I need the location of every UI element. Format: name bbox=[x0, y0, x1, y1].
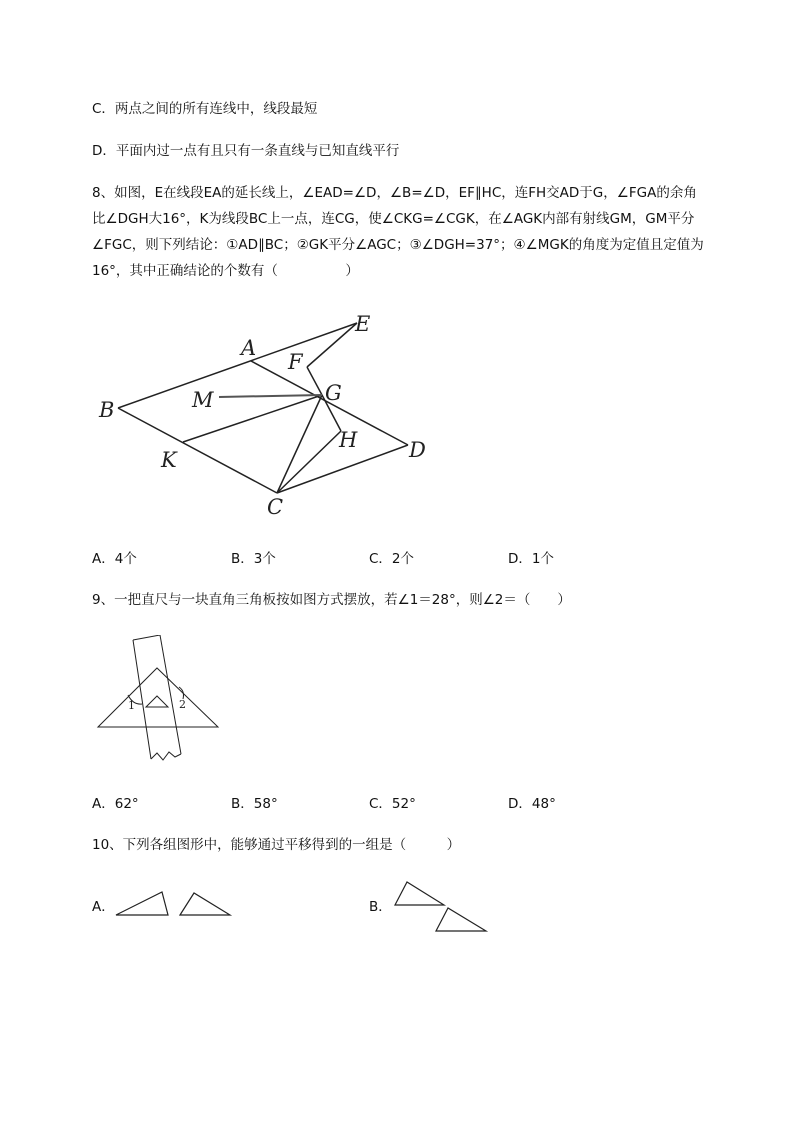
label-k: K bbox=[161, 448, 177, 472]
label-m: M bbox=[192, 388, 214, 412]
triangle-a1 bbox=[116, 892, 168, 915]
ruler-left-edge bbox=[133, 640, 151, 759]
q9-option-a: A．62° bbox=[92, 796, 139, 812]
ruler-top-edge bbox=[133, 635, 160, 640]
q7-option-c: C．两点之间的所有连线中，线段最短 bbox=[92, 101, 318, 117]
label-f: F bbox=[288, 350, 303, 374]
angle-2-label: 2 bbox=[179, 698, 186, 711]
label-d: D bbox=[409, 438, 426, 462]
q8-option-a: A．4个 bbox=[92, 551, 137, 567]
label-a: A bbox=[241, 336, 257, 360]
q8-stem-line-1: 8、如图，E在线段EA的延长线上，∠EAD=∠D，∠B=∠D，EF∥HC，连FH交AD于G，∠FGA的余角 bbox=[92, 185, 697, 201]
label-c: C bbox=[267, 495, 284, 519]
q10-option-b-label: B． bbox=[369, 899, 392, 915]
q8-option-b: B．3个 bbox=[231, 551, 276, 567]
segment-gm bbox=[219, 395, 322, 397]
q8-stem-line-3: ∠FGC，则下列结论：①AD∥BC；②GK平分∠AGC；③∠DGH=37°；④∠MGK的角度为定值且定值为 bbox=[92, 237, 704, 253]
q9-option-d: D．48° bbox=[508, 796, 556, 812]
label-e: E bbox=[355, 312, 371, 336]
q10-option-b-figure bbox=[392, 878, 492, 936]
q9-option-b: B．58° bbox=[231, 796, 278, 812]
q10-option-a-figure bbox=[112, 888, 236, 920]
q10-stem: 10、下列各组图形中，能够通过平移得到的一组是（ ） bbox=[92, 837, 461, 853]
segment-bc bbox=[118, 408, 277, 493]
segment-fg bbox=[307, 367, 322, 395]
q8-option-c: C．2个 bbox=[369, 551, 415, 567]
segment-ef bbox=[307, 323, 357, 367]
ruler-break bbox=[151, 752, 181, 760]
q9-stem: 9、一把直尺与一块直角三角板按如图方式摆放，若∠1＝28°，则∠2＝（ ） bbox=[92, 592, 571, 608]
inner-triangle bbox=[146, 696, 168, 707]
q7-option-d: D．平面内过一点有且只有一条直线与已知直线平行 bbox=[92, 143, 400, 159]
angle-1-label: 1 bbox=[128, 699, 135, 712]
ruler-right-edge bbox=[160, 635, 181, 754]
label-b: B bbox=[99, 398, 115, 422]
q9-ruler-triangle-figure bbox=[95, 635, 225, 765]
triangle-b1 bbox=[395, 882, 444, 905]
q9-option-c: C．52° bbox=[369, 796, 416, 812]
segment-cd bbox=[277, 445, 408, 493]
segment-hc bbox=[277, 431, 341, 493]
triangle-a2 bbox=[180, 893, 230, 915]
q8-stem-line-2: 比∠DGH大16°，K为线段BC上一点，连CG，使∠CKG=∠CGK，在∠AGK内部有射线GM，GM平分 bbox=[92, 211, 695, 227]
q8-option-d: D．1个 bbox=[508, 551, 554, 567]
triangle-b2 bbox=[436, 908, 486, 931]
label-h: H bbox=[339, 428, 358, 452]
q8-stem-line-4: 16°，其中正确结论的个数有（ ） bbox=[92, 263, 359, 279]
q8-geometry-figure bbox=[95, 305, 445, 520]
q10-option-a-label: A． bbox=[92, 899, 115, 915]
label-g: G bbox=[325, 381, 342, 405]
